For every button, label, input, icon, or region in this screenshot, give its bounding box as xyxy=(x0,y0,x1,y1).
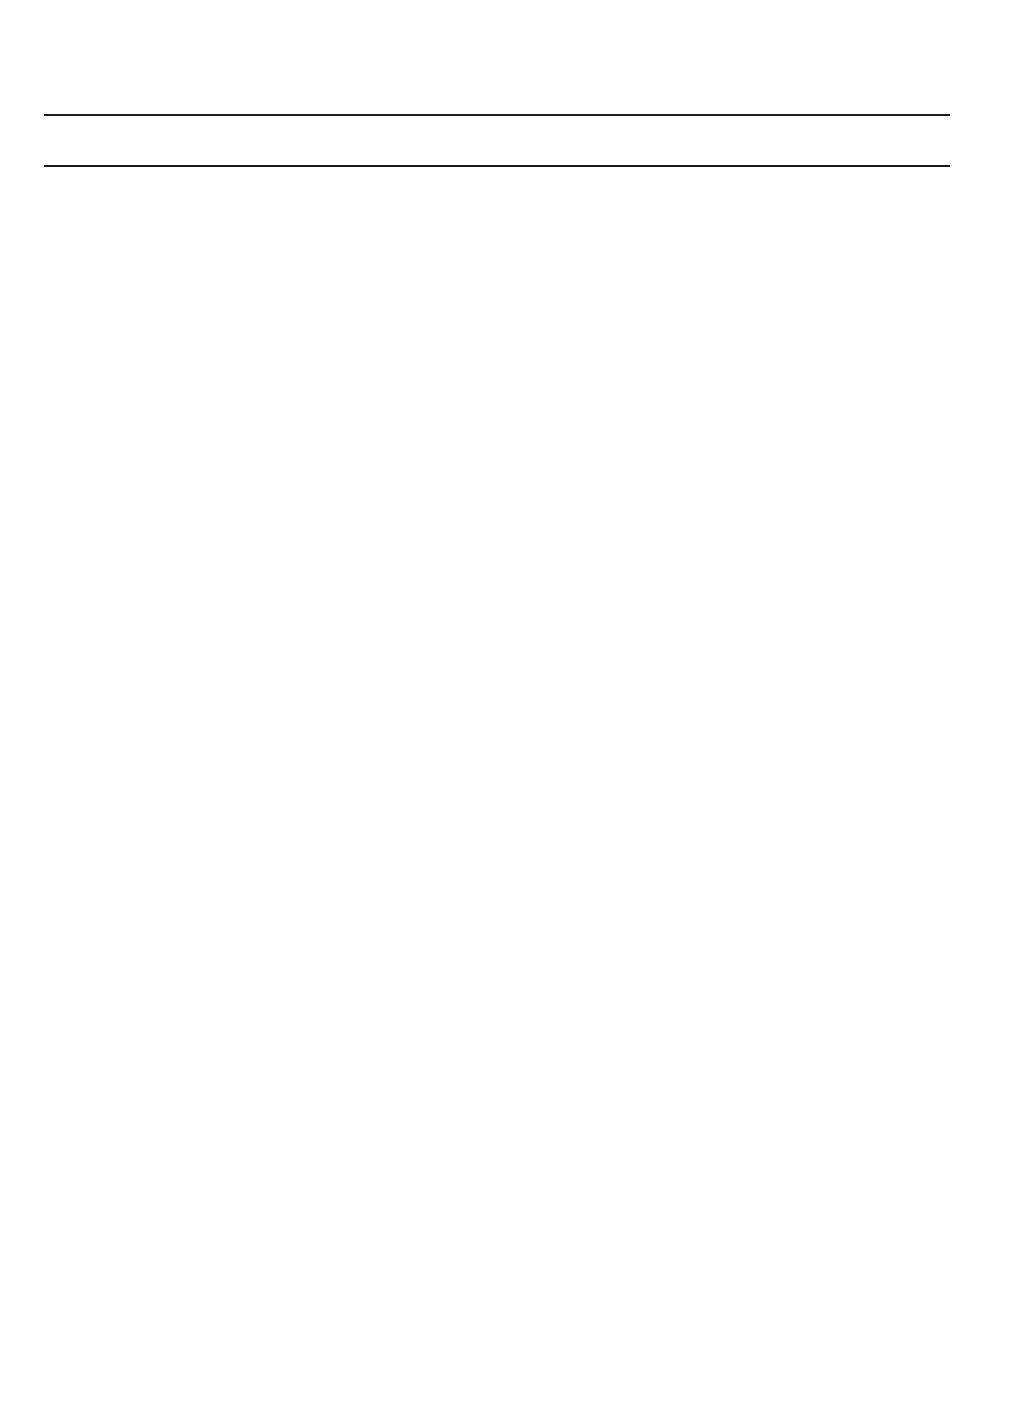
table-header-rule xyxy=(44,165,950,167)
table-top-rule xyxy=(44,114,950,116)
